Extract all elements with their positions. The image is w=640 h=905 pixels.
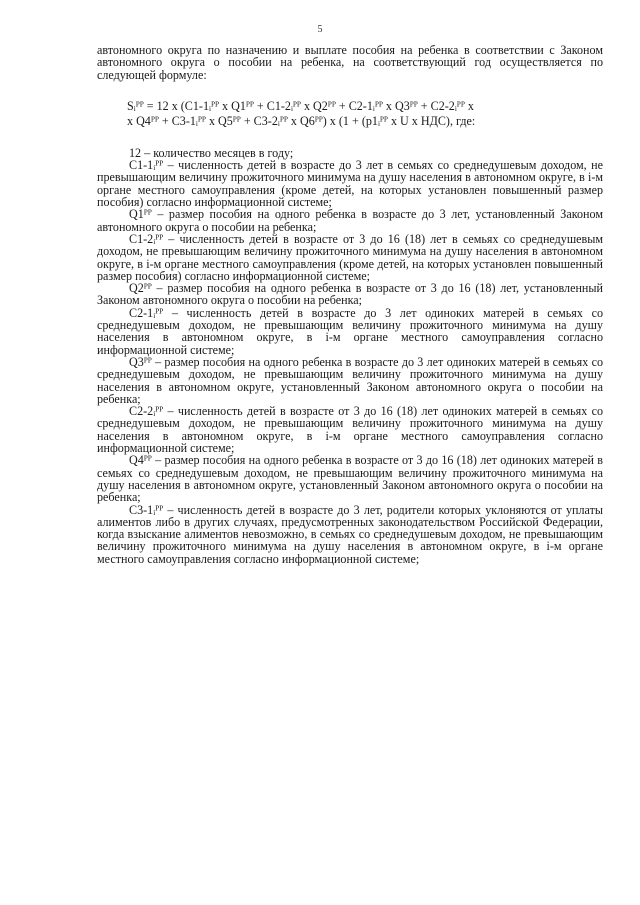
formula-line-2: x Q4ᴾᴾ + C3-1ᵢᴾᴾ x Q5ᴾᴾ + C3-2ᵢᴾᴾ x Q6ᴾᴾ) x (1 + (p1ᵢᴾᴾ x U x НДС), где: [127,113,476,128]
formula [97,99,603,129]
document-body [97,44,603,565]
intro-paragraph: автономного округа по назначению и выплате пособия на ребенка в соответствии с Законом автономного округа о пособии на ребенка, на соответствующий год осуществляется по следующей формуле: [97,43,603,82]
definition-q1: Q1ᴾᴾ – размер пособия на одного ребенка в возрасте до 3 лет, установленный Законом автономного округа о пособии на ребенка; [97,207,603,234]
definition-c1-1: C1-1ᵢᴾᴾ – численность детей в возрасте до 3 лет в семьях со среднедушевым доходом, не превышающим величину прожиточного минимума на душу населения в автономном округе, в i-м органе местного самоуправления (кроме детей, на которых установлен повышенный размер пособия) согласно информационной системе; [97,158,603,210]
definition-months: 12 – количество месяцев в году; [129,145,294,160]
definition-q3: Q3ᴾᴾ – размер пособия на одного ребенка в возрасте до 3 лет одиноких матерей в семьях со среднедушевым доходом, не превышающим величину прожиточного минимума на душу населения в автономном округе, установленный Законом автономного округа о пособии на ребенка; [97,354,603,406]
definition-c2-1: C2-1ᵢᴾᴾ – численность детей в возрасте до 3 лет одиноких матерей в семьях со среднедушевым доходом, не превышающим величину прожиточного минимума на душу населения в автономном округе, в i-м органе местного самоуправления согласно информационной системе; [97,305,603,357]
definition-c2-2: C2-2ᵢᴾᴾ – численность детей в возрасте от 3 до 16 (18) лет одиноких матерей в семьях со среднедушевым доходом, не превышающим величину прожиточного минимума на душу населения в автономном округе, в i-м органе местного самоуправления согласно информационной системе; [97,404,603,456]
definition-q2: Q2ᴾᴾ – размер пособия на одного ребенка в возрасте от 3 до 16 (18) лет, установленный Законом автономного округа о пособии на ребенка; [97,281,603,308]
definition-q4: Q4ᴾᴾ – размер пособия на одного ребенка в возрасте от 3 до 16 (18) лет одиноких матерей в семьях со среднедушевым доходом, не превышающим величину прожиточного минимума на душу населения в автономном округе, установленный Законом автономного округа о пособии на ребенка; [97,453,603,505]
formula-line-1: Sᵢᴾᴾ = 12 x (C1-1ᵢᴾᴾ x Q1ᴾᴾ + C1-2ᵢᴾᴾ x Q2ᴾᴾ + C2-1ᵢᴾᴾ x Q3ᴾᴾ + C2-2ᵢᴾᴾ x [127,98,474,113]
definition-c3-1: C3-1ᵢᴾᴾ – численность детей в возрасте до 3 лет, родители которых уклоняются от уплаты алиментов либо в других случаях, предусмотренных законодательством Российской Федерации, когда взыскание алиментов невозможно, в семьях со среднедушевым доходом, не превышающим величину прожиточного минимума на душу населения в автономном округе, в i-м органе местного самоуправления согласно информационной системе; [97,502,603,566]
page-number: 5 [317,24,323,35]
definition-c1-2: C1-2ᵢᴾᴾ – численность детей в возрасте от 3 до 16 (18) лет в семьях со среднедушевым доходом, не превышающим величину прожиточного минимума на душу населения в автономном округе, в i-м органе местного самоуправления (кроме детей, на которых установлен повышенный размер пособия) согласно информационной системе; [97,231,603,283]
